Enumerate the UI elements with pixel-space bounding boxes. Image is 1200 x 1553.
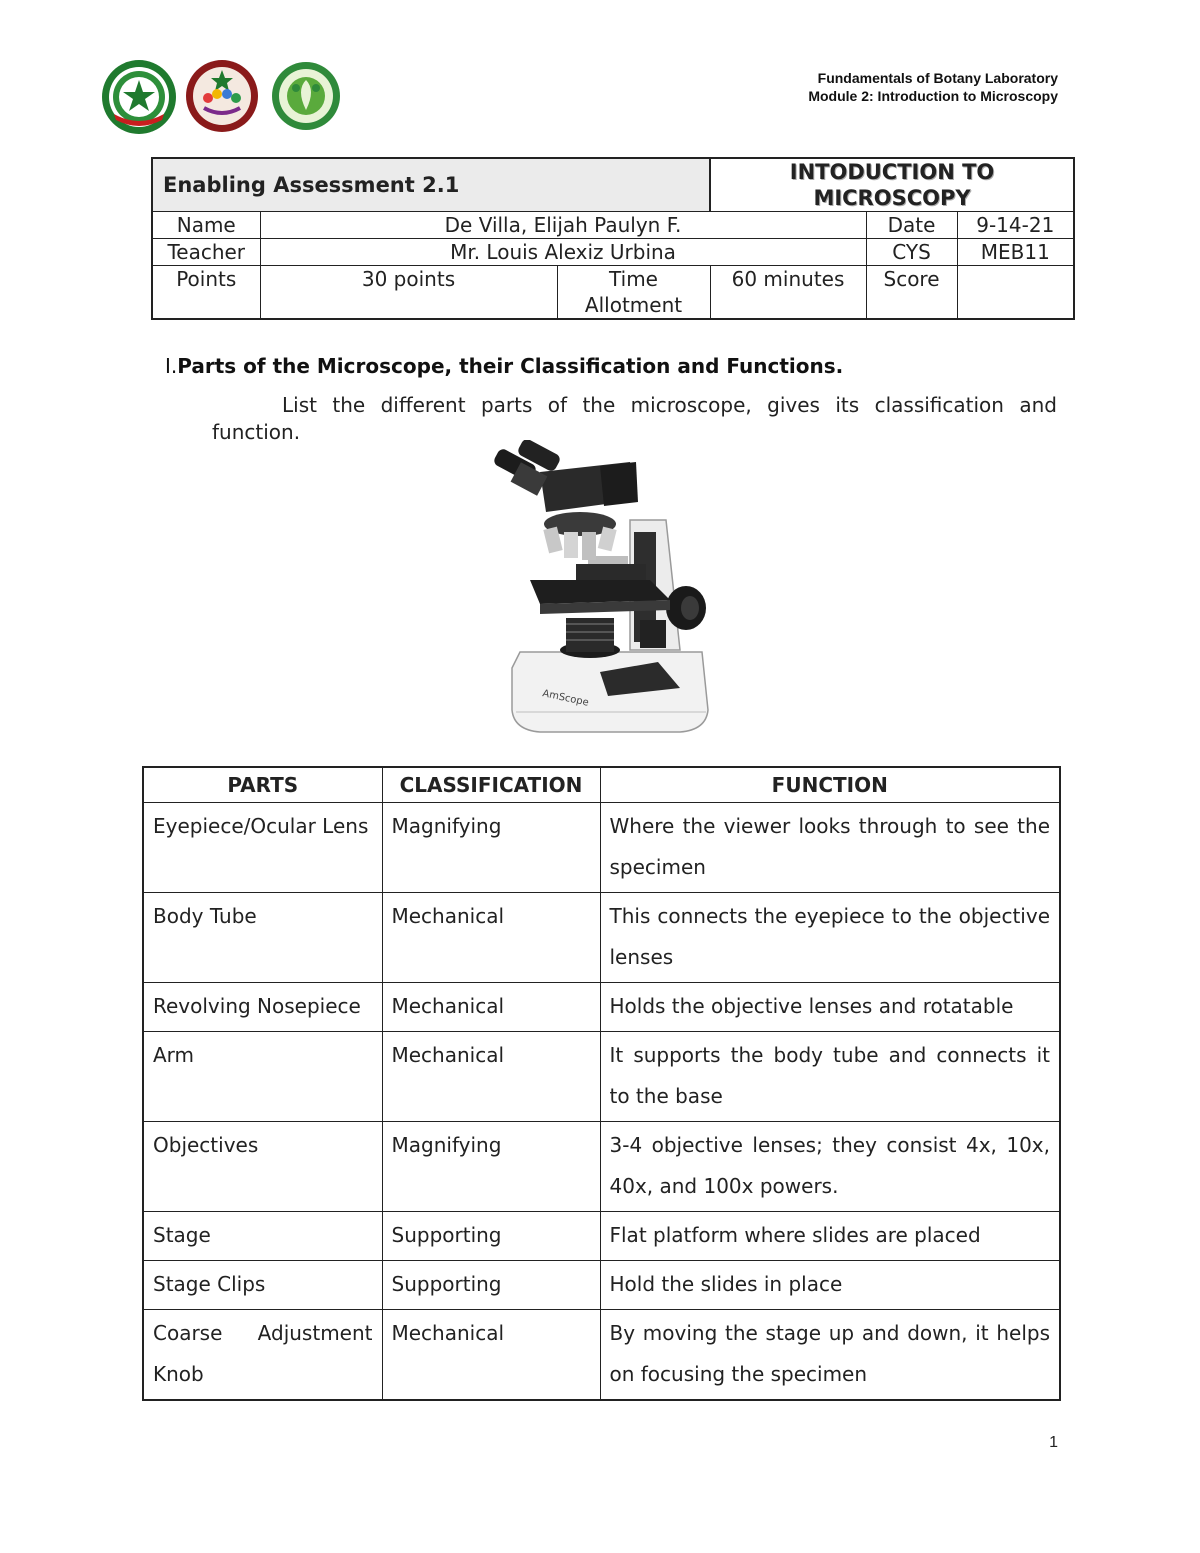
university-seal-icon (100, 58, 178, 136)
page-number: 1 (1049, 1434, 1058, 1451)
part-cell: Body Tube (143, 893, 382, 983)
table-row (143, 1212, 1060, 1261)
points-value: 30 points (260, 266, 557, 320)
section-heading: Parts of the Microscope, their Classification and Functions. (177, 354, 844, 378)
module-title: Module 2: Introduction to Microscopy (808, 88, 1058, 104)
header-function: FUNCTION (600, 767, 1060, 803)
part-cell: Arm (143, 1032, 382, 1122)
table-row (143, 1261, 1060, 1310)
function-cell: Holds the objective lenses and rotatable (600, 983, 1060, 1032)
function-cell: 3-4 objective lenses; they consist 4x, 10x, 40x, and 100x powers. (600, 1122, 1060, 1212)
classification-cell: Mechanical (382, 983, 600, 1032)
points-label: Points (152, 266, 260, 320)
function-cell: Where the viewer looks through to see the specimen (600, 803, 1060, 893)
part-cell: Eyepiece/Ocular Lens (143, 803, 382, 893)
function-cell: By moving the stage up and down, it helps on focusing the specimen (600, 1310, 1060, 1401)
function-cell: Flat platform where slides are placed (600, 1212, 1060, 1261)
module-header (808, 69, 1058, 105)
cys-value: MEB11 (957, 239, 1074, 266)
teacher-value: Mr. Louis Alexiz Urbina (260, 239, 866, 266)
classification-cell: Mechanical (382, 1032, 600, 1122)
table-row (143, 1310, 1060, 1401)
teacher-label: Teacher (152, 239, 260, 266)
part-cell: Stage (143, 1212, 382, 1261)
table-row (143, 1032, 1060, 1122)
name-label: Name (152, 212, 260, 239)
classification-cell: Supporting (382, 1261, 600, 1310)
section-instruction: List the different parts of the microscope, gives its classification and function. (212, 393, 1057, 444)
function-cell: It supports the body tube and connects it to the base (600, 1032, 1060, 1122)
section-number: I. (165, 354, 178, 378)
name-value: De Villa, Elijah Paulyn F. (260, 212, 866, 239)
time-allotment-value: 60 minutes (710, 266, 866, 320)
department-seal-icon (270, 60, 342, 132)
table-row (143, 893, 1060, 983)
date-label: Date (866, 212, 957, 239)
course-title: Fundamentals of Botany Laboratory (817, 70, 1058, 86)
assessment-header-row (152, 158, 1074, 212)
table-row (143, 983, 1060, 1032)
table-row (143, 803, 1060, 893)
classification-cell: Mechanical (382, 1310, 600, 1401)
part-cell: Revolving Nosepiece (143, 983, 382, 1032)
section-title (165, 354, 843, 378)
name-row (152, 212, 1074, 239)
points-row (152, 266, 1074, 320)
brand-label: AmScope (541, 688, 590, 709)
score-label: Score (866, 266, 957, 320)
part-cell: Stage Clips (143, 1261, 382, 1310)
part-cell: Objectives (143, 1122, 382, 1212)
assessment-info-table (151, 157, 1075, 320)
compound-microscope-icon (480, 440, 720, 740)
table-header-row (143, 767, 1060, 803)
assessment-title: INTODUCTION TO MICROSCOPY (710, 158, 1074, 212)
part-cell: Coarse Adjustment Knob (143, 1310, 382, 1401)
classification-cell: Magnifying (382, 1122, 600, 1212)
teacher-row (152, 239, 1074, 266)
date-value: 9-14-21 (957, 212, 1074, 239)
function-cell: Hold the slides in place (600, 1261, 1060, 1310)
cys-label: CYS (866, 239, 957, 266)
header-parts: PARTS (143, 767, 382, 803)
function-cell: This connects the eyepiece to the objective lenses (600, 893, 1060, 983)
time-allotment-label: Time Allotment (557, 266, 710, 320)
table-row (143, 1122, 1060, 1212)
score-value (957, 266, 1074, 320)
header-classification: CLASSIFICATION (382, 767, 600, 803)
classification-cell: Supporting (382, 1212, 600, 1261)
parts-classification-table (142, 766, 1061, 1401)
classification-cell: Mechanical (382, 893, 600, 983)
assessment-label: Enabling Assessment 2.1 (152, 158, 710, 212)
college-seal-icon (184, 58, 260, 134)
classification-cell: Magnifying (382, 803, 600, 893)
